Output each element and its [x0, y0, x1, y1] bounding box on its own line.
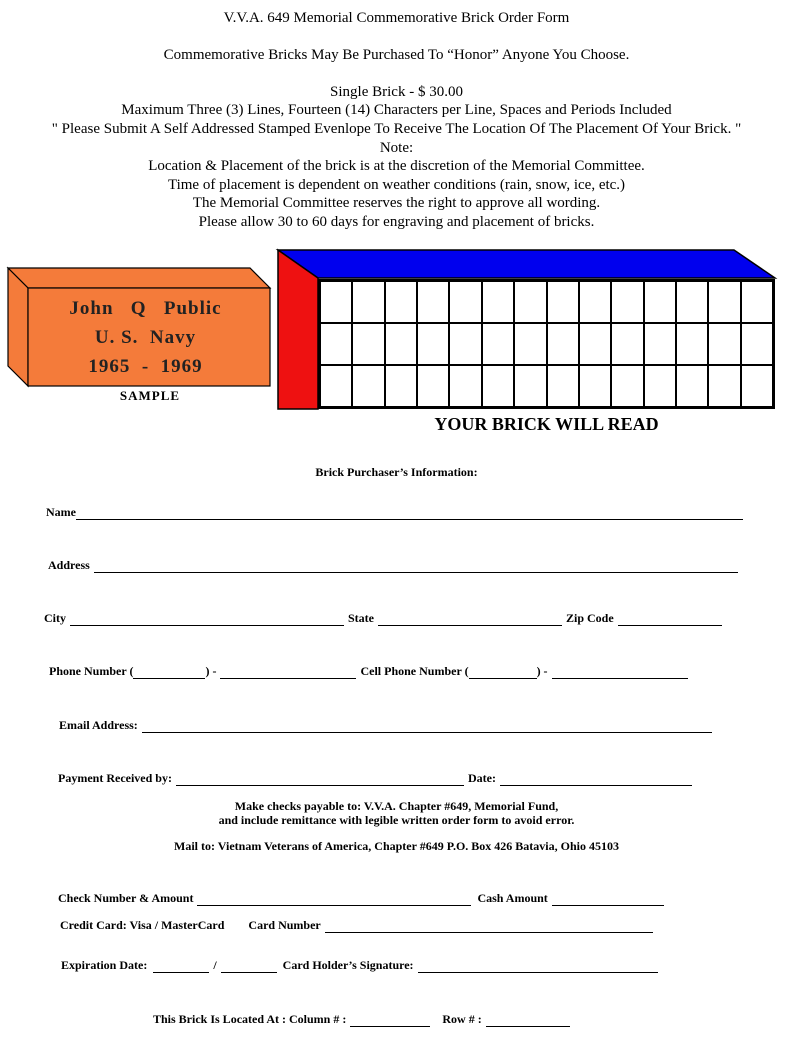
- payment-received-label: Payment Received by:: [58, 771, 172, 785]
- remittance-text: and include remittance with legible written order form to avoid error.: [218, 813, 575, 827]
- address-label: Address: [48, 558, 90, 572]
- check-number-label: Check Number & Amount: [58, 891, 194, 905]
- credit-card-row: [60, 918, 653, 933]
- address-field[interactable]: [94, 559, 738, 573]
- phone-label: Phone Number (: [49, 664, 134, 678]
- email-label: Email Address:: [59, 718, 138, 732]
- expiration-separator: /: [213, 958, 217, 972]
- brick-character-cell[interactable]: [514, 281, 546, 323]
- brick-character-cell[interactable]: [676, 281, 708, 323]
- brick-character-cell[interactable]: [611, 365, 643, 407]
- brick-character-cell[interactable]: [579, 323, 611, 365]
- name-label: Name: [46, 505, 76, 519]
- address-row: [48, 558, 738, 573]
- brick-character-cell[interactable]: [611, 323, 643, 365]
- brick-character-cell[interactable]: [708, 323, 740, 365]
- cash-amount-label: Cash Amount: [477, 891, 548, 905]
- cell-phone-label: Cell Phone Number (: [360, 664, 469, 678]
- expiration-month-field[interactable]: [153, 959, 209, 973]
- phone-number-field[interactable]: [220, 665, 356, 679]
- brick-character-cell[interactable]: [676, 323, 708, 365]
- city-row: [44, 611, 722, 626]
- brick-character-cell[interactable]: [352, 365, 384, 407]
- state-field[interactable]: [378, 612, 562, 626]
- card-number-label: Card Number: [248, 918, 321, 932]
- date-label: Date:: [467, 771, 496, 785]
- sample-label: SAMPLE: [119, 388, 181, 403]
- brick-character-cell[interactable]: [482, 323, 514, 365]
- brick-character-cell[interactable]: [320, 365, 352, 407]
- brick-character-cell[interactable]: [352, 281, 384, 323]
- section-title: Brick Purchaser’s Information:: [315, 465, 478, 479]
- column-field[interactable]: [350, 1013, 430, 1027]
- form-title: V.V.A. 649 Memorial Commemorative Brick Order Form: [223, 10, 570, 26]
- payment-row: [58, 771, 692, 786]
- note-line: Location & Placement of the brick is at the discretion of the Memorial Committee.: [148, 158, 645, 174]
- brick-character-cell[interactable]: [579, 281, 611, 323]
- lines-rule-text: Maximum Three (3) Lines, Fourteen (14) Characters per Line, Spaces and Periods Included: [121, 102, 672, 118]
- column-label: This Brick Is Located At : Column # :: [153, 1012, 347, 1026]
- cell-separator: ) -: [536, 664, 548, 678]
- expiration-year-field[interactable]: [221, 959, 277, 973]
- brick-character-cell[interactable]: [579, 365, 611, 407]
- note-line: The Memorial Committee reserves the right to approve all wording.: [192, 195, 601, 211]
- brick-character-cell[interactable]: [449, 365, 481, 407]
- brick-character-cell[interactable]: [644, 281, 676, 323]
- brick-character-cell[interactable]: [385, 323, 417, 365]
- brick-character-cell[interactable]: [611, 281, 643, 323]
- card-number-field[interactable]: [325, 919, 653, 933]
- brick-character-cell[interactable]: [676, 365, 708, 407]
- brick-character-cell[interactable]: [482, 281, 514, 323]
- brick-character-cell[interactable]: [708, 281, 740, 323]
- brick-character-cell[interactable]: [417, 281, 449, 323]
- check-number-field[interactable]: [197, 892, 471, 906]
- brick-character-cell[interactable]: [708, 365, 740, 407]
- brick-character-cell[interactable]: [547, 365, 579, 407]
- brick-character-cell[interactable]: [547, 281, 579, 323]
- brick-character-cell[interactable]: [417, 323, 449, 365]
- phone-area-code-field[interactable]: [133, 665, 205, 679]
- brick-character-cell[interactable]: [514, 365, 546, 407]
- expiration-row: [61, 958, 658, 973]
- brick-character-cell[interactable]: [741, 365, 773, 407]
- check-row: [58, 891, 664, 906]
- signature-label: Card Holder’s Signature:: [282, 958, 414, 972]
- email-field[interactable]: [142, 719, 712, 733]
- location-row: [153, 1012, 570, 1027]
- row-label: Row # :: [442, 1012, 482, 1026]
- name-field[interactable]: [76, 506, 743, 520]
- brick-character-grid: [318, 279, 775, 409]
- credit-card-label: Credit Card: Visa / MasterCard: [60, 918, 225, 932]
- name-row: [46, 505, 743, 520]
- price-text: Single Brick - $ 30.00: [330, 84, 463, 100]
- row-field[interactable]: [486, 1013, 570, 1027]
- city-field[interactable]: [70, 612, 344, 626]
- zip-field[interactable]: [618, 612, 722, 626]
- cell-number-field[interactable]: [552, 665, 688, 679]
- sample-brick-line: 1965 - 1969: [88, 356, 203, 377]
- brick-character-cell[interactable]: [352, 323, 384, 365]
- brick-character-cell[interactable]: [449, 323, 481, 365]
- note-label: Note:: [379, 140, 414, 156]
- signature-field[interactable]: [418, 959, 658, 973]
- sample-brick-line: John Q Public: [69, 298, 222, 319]
- payment-received-field[interactable]: [176, 772, 464, 786]
- brick-character-cell[interactable]: [644, 323, 676, 365]
- brick-character-cell[interactable]: [385, 281, 417, 323]
- brick-character-cell[interactable]: [320, 281, 352, 323]
- note-line: Time of placement is dependent on weather conditions (rain, snow, ice, etc.): [167, 177, 626, 193]
- brick-character-cell[interactable]: [644, 365, 676, 407]
- brick-character-cell[interactable]: [385, 365, 417, 407]
- brick-character-cell[interactable]: [514, 323, 546, 365]
- checks-payable-text: Make checks payable to: V.V.A. Chapter #649, Memorial Fund,: [234, 799, 559, 813]
- brick-character-cell[interactable]: [741, 323, 773, 365]
- form-subtitle: Commemorative Bricks May Be Purchased To “Honor” Anyone You Choose.: [163, 47, 630, 63]
- cell-area-code-field[interactable]: [469, 665, 537, 679]
- city-label: City: [44, 611, 66, 625]
- brick-character-cell[interactable]: [482, 365, 514, 407]
- phone-row: [49, 664, 688, 679]
- brick-grid-caption: YOUR BRICK WILL READ: [434, 414, 659, 434]
- sample-brick-line: U. S. Navy: [94, 327, 197, 348]
- email-row: [59, 718, 712, 733]
- state-label: State: [348, 611, 374, 625]
- expiration-label: Expiration Date:: [61, 958, 148, 972]
- brick-character-cell[interactable]: [449, 281, 481, 323]
- note-line: Please allow 30 to 60 days for engraving and placement of bricks.: [198, 214, 595, 230]
- brick-character-cell[interactable]: [741, 281, 773, 323]
- envelope-note: " Please Submit A Self Addressed Stamped Evenlope To Receive The Location Of The Placement Of Your Brick. ": [51, 121, 742, 137]
- phone-separator: ) -: [205, 664, 217, 678]
- brick-character-cell[interactable]: [547, 323, 579, 365]
- cash-amount-field[interactable]: [552, 892, 664, 906]
- brick-character-cell[interactable]: [320, 323, 352, 365]
- brick-character-cell[interactable]: [417, 365, 449, 407]
- mail-to-text: Mail to: Vietnam Veterans of America, Chapter #649 P.O. Box 426 Batavia, Ohio 45103: [174, 839, 619, 853]
- date-field[interactable]: [500, 772, 692, 786]
- zip-label: Zip Code: [566, 611, 614, 625]
